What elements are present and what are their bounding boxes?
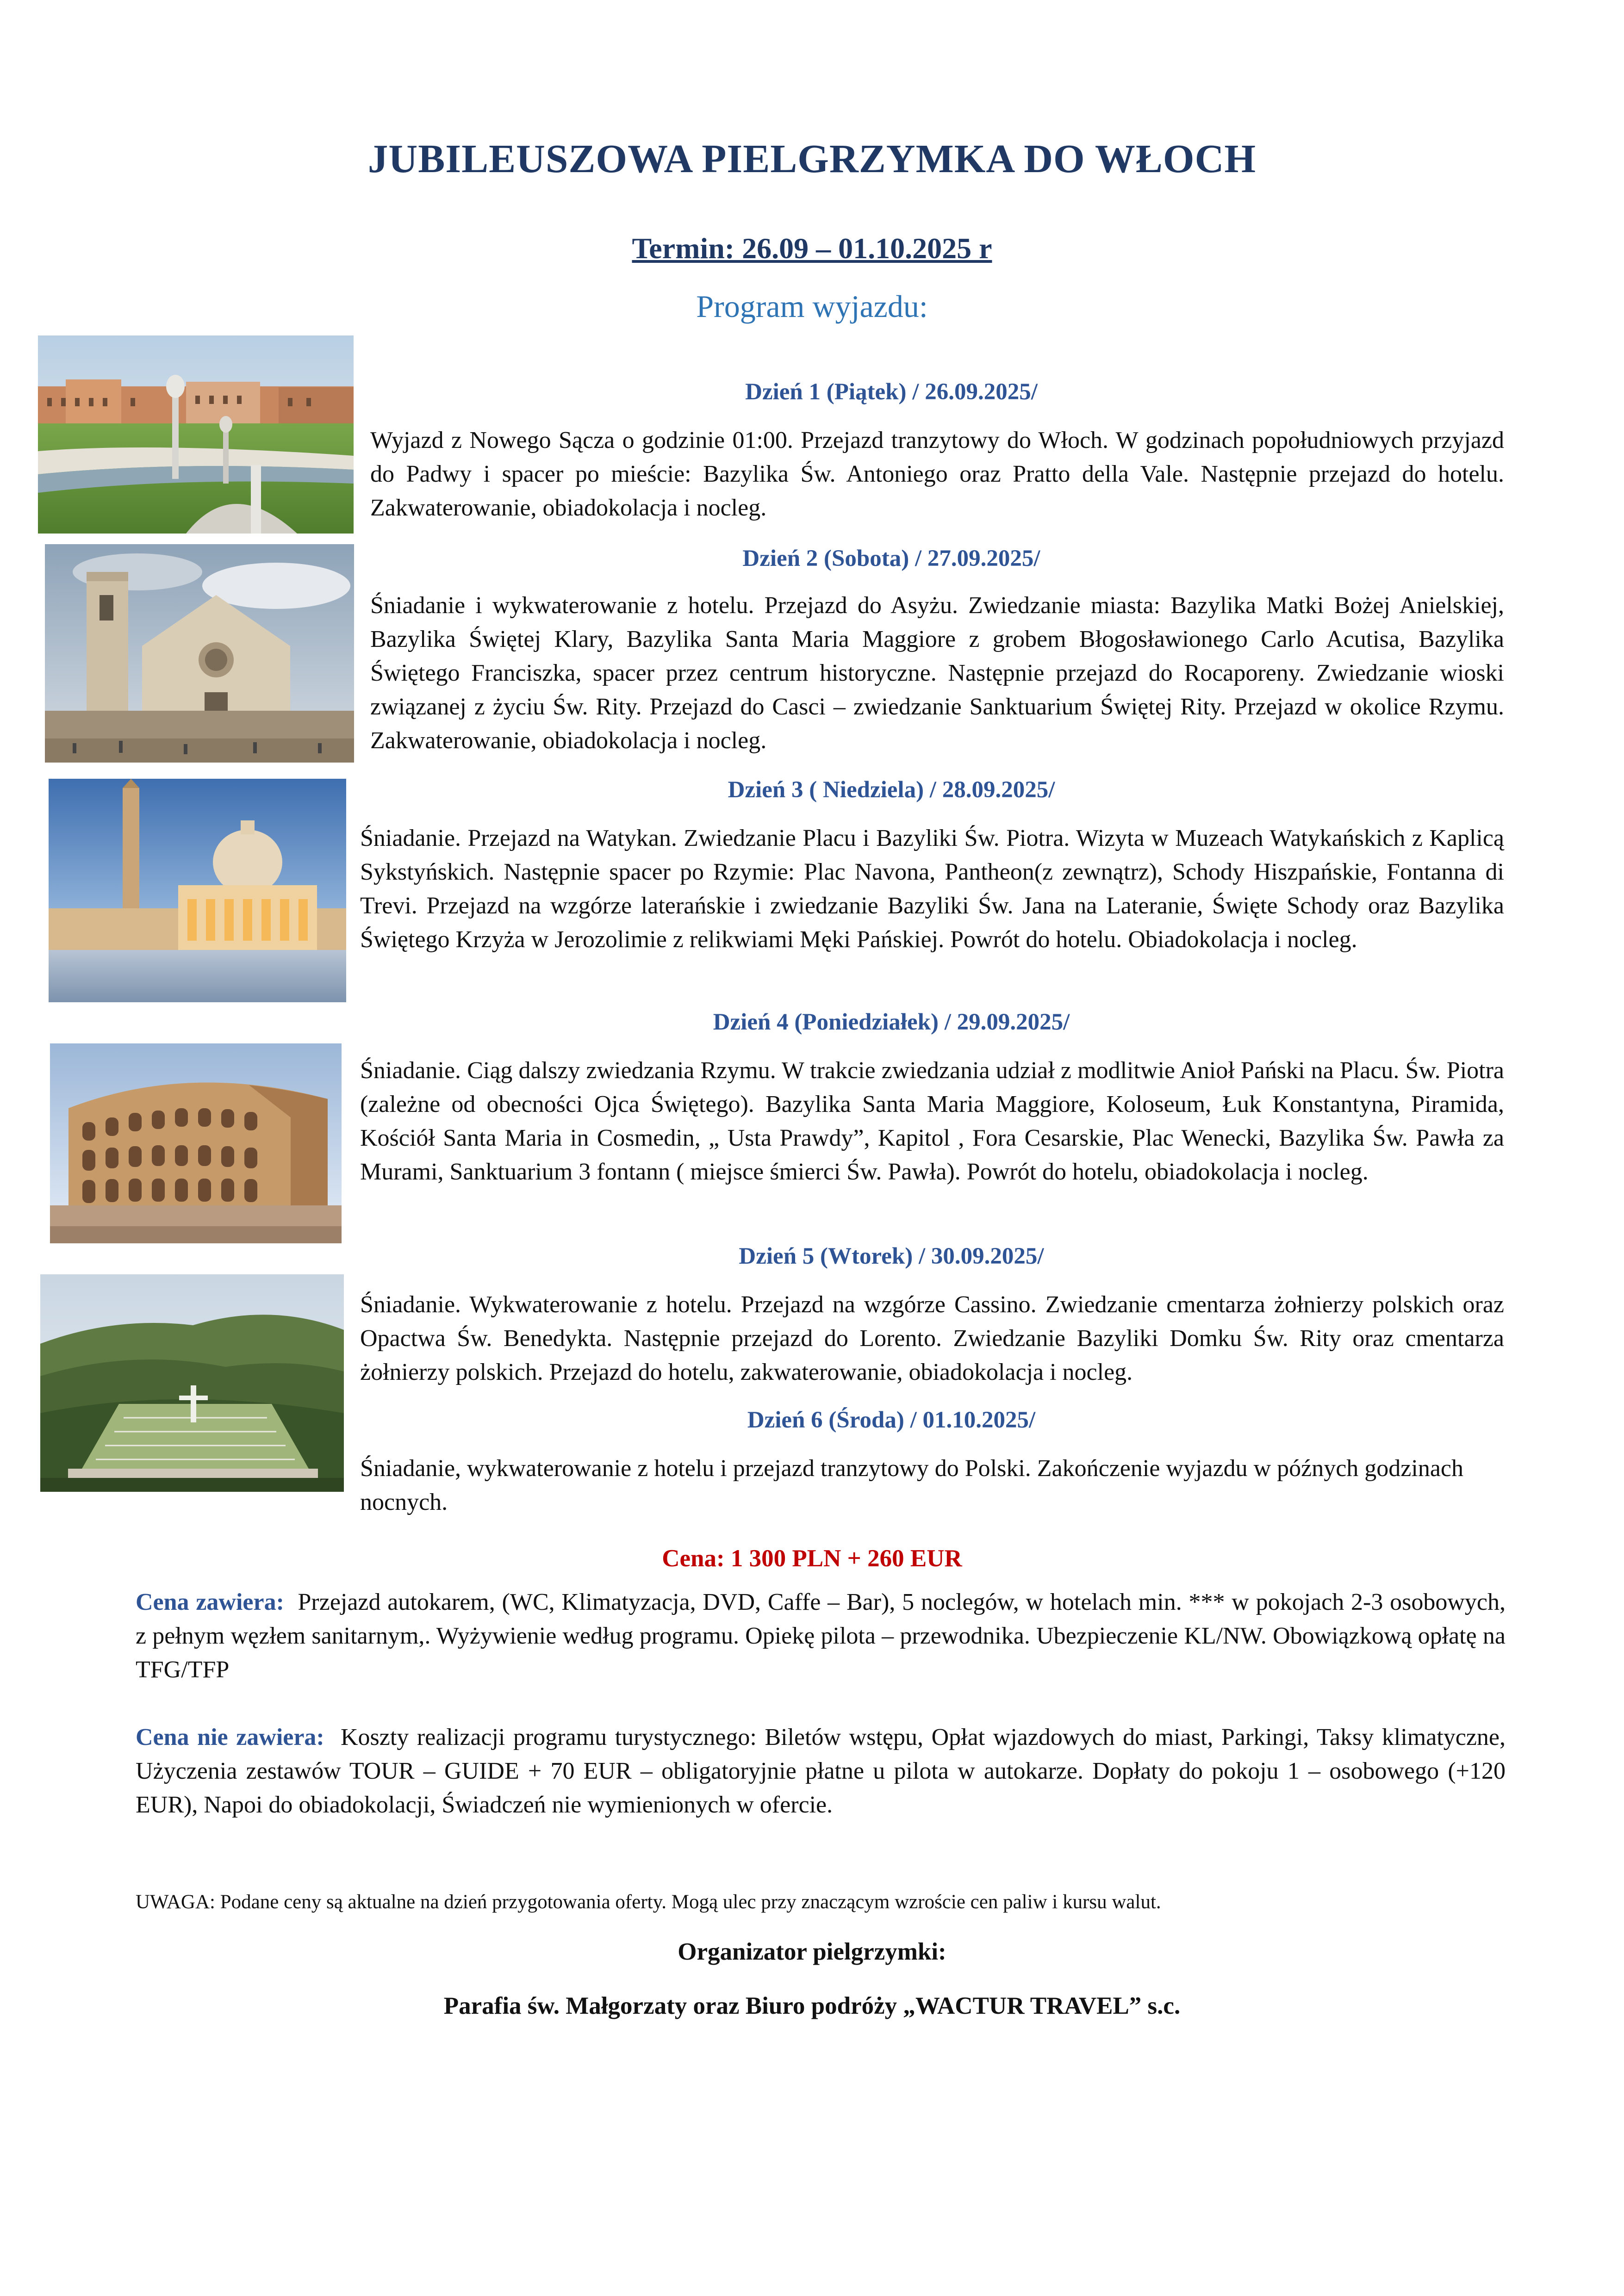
program-heading: Program wyjazdu: xyxy=(696,289,928,324)
photo-vatican xyxy=(49,779,346,1002)
day-4-heading: Dzień 4 (Poniedziałek) / 29.09.2025/ xyxy=(713,1009,1070,1035)
price-excludes-label: Cena nie zawiera: xyxy=(136,1724,324,1750)
day-6-text: Śniadanie, wykwaterowanie z hotelu i przejazd tranzytowy do Polski. Zakończenie wyjazdu w późnych godzinach nocnych. xyxy=(360,1455,1463,1515)
day-2-text: Śniadanie i wykwaterowanie z hotelu. Przejazd do Asyżu. Zwiedzanie miasta: Bazylika Matki Bożej Anielskiej, Bazylika Świętej Klary, Bazylika Santa Maria Maggiore z grobem Błogosławionego Carlo Acutisa, Bazylika Świętego Franciszka, spacer przez centrum historyczne. Następnie przejazd do Rocaporeny. Zwiedzanie wioski związanej z życiu Św. Rity. Przejazd do Casci – zwiedzanie Sanktuarium Świętej Rity. Przejazd w okolice Rzymu. Zakwaterowanie, obiadokolacja i nocleg. xyxy=(370,592,1504,754)
photo-colosseum xyxy=(50,1043,342,1243)
page-title: JUBILEUSZOWA PIELGRZYMKA DO WŁOCH xyxy=(367,136,1257,181)
price-excludes-text: Koszty realizacji programu turystycznego: Biletów wstępu, Opłat wjazdowych do miast, Parkingi, Taksy klimatyczne, Użyczenia zestawów TOUR – GUIDE + 70 EUR – obligatoryjnie płatne u pilota w autokarze. Dopłaty do pokoju 1 – osobowego (+120 EUR), Napoi do obiadokolacji, Świadczeń nie wymienionych w ofercie. xyxy=(136,1724,1506,1818)
organizer-label: Organizator pielgrzymki: xyxy=(678,1938,946,1965)
trip-term: Termin: 26.09 – 01.10.2025 r xyxy=(632,232,992,265)
day-1-heading: Dzień 1 (Piątek) / 26.09.2025/ xyxy=(745,379,1038,405)
price-includes xyxy=(136,1585,1506,1687)
day-4-text: Śniadanie. Ciąg dalszy zwiedzania Rzymu. W trakcie zwiedzania udział z modlitwie Anioł Pański na Placu. Św. Piotra (zależne od obecności Ojca Świętego). Bazylika Santa Maria Maggiore, Koloseum, Łuk Konstantyna, Piramida, Kościół Santa Maria in Cosmedin, „ Usta Prawdy”, Kapitol , Fora Cesarskie, Plac Wenecki, Bazylika Św. Pawła za Murami, Sanktuarium 3 fontann ( miejsce śmierci Św. Pawła). Powrót do hotelu, obiadokolacja i nocleg. xyxy=(360,1057,1504,1185)
day-2-heading: Dzień 2 (Sobota) / 27.09.2025/ xyxy=(742,546,1040,571)
price-excludes xyxy=(136,1720,1506,1822)
day-5-text: Śniadanie. Wykwaterowanie z hotelu. Przejazd na wzgórze Cassino. Zwiedzanie cmentarza żołnierzy polskich oraz Opactwa Św. Benedykta. Następnie przejazd do Lorento. Zwiedzanie Bazyliki Domku Św. Rity oraz cmentarza żołnierzy polskich. Przejazd do hotelu, zakwaterowanie, obiadokolacja i nocleg. xyxy=(360,1291,1504,1385)
photo-monte-cassino xyxy=(40,1274,344,1492)
day-3-text: Śniadanie. Przejazd na Watykan. Zwiedzanie Placu i Bazyliki Św. Piotra. Wizyta w Muzeach Watykańskich z Kaplicą Sykstyńskich. Następnie spacer po Rzymie: Plac Navona, Pantheon(z zewnątrz), Schody Hiszpańskie, Fontanna di Trevi. Przejazd na wzgórze laterańskie i zwiedzanie Bazyliki Św. Jana na Lateranie, Święte Schody oraz Bazylika Świętego Krzyża w Jerozolimie z relikwiami Męki Pańskiej. Powrót do hotelu. Obiadokolacja i nocleg. xyxy=(360,825,1504,953)
organizer-name: Parafia św. Małgorzaty oraz Biuro podróży „WACTUR TRAVEL” s.c. xyxy=(443,1992,1181,2019)
price-includes-text: Przejazd autokarem, (WC, Klimatyzacja, DVD, Caffe – Bar), 5 noclegów, w hotelach min. *** w pokojach 2-3 osobowych, z pełnym węzłem sanitarnym,. Wyżywienie według programu. Opiekę pilota – przewodnika. Ubezpieczenie KL/NW. Obowiązkową opłatę na TFG/TFP xyxy=(136,1589,1506,1683)
note: UWAGA: Podane ceny są aktualne na dzień przygotowania oferty. Mogą ulec przy znaczącym wzroście cen paliw i kursu walut. xyxy=(136,1891,1161,1913)
day-3-heading: Dzień 3 ( Niedziela) / 28.09.2025/ xyxy=(728,777,1055,803)
price: Cena: 1 300 PLN + 260 EUR xyxy=(662,1545,962,1572)
day-6-heading: Dzień 6 (Środa) / 01.10.2025/ xyxy=(747,1407,1036,1433)
price-includes-label: Cena zawiera: xyxy=(136,1589,284,1615)
day-1-text: Wyjazd z Nowego Sącza o godzinie 01:00. Przejazd tranzytowy do Włoch. W godzinach popołudniowych przyjazd do Padwy i spacer po mieście: Bazylika Św. Antoniego oraz Pratto della Vale. Następnie przejazd do hotelu. Zakwaterowanie, obiadokolacja i nocleg. xyxy=(370,427,1504,521)
photo-padua xyxy=(38,335,354,534)
photo-assisi xyxy=(45,544,354,763)
day-5-heading: Dzień 5 (Wtorek) / 30.09.2025/ xyxy=(739,1243,1044,1269)
